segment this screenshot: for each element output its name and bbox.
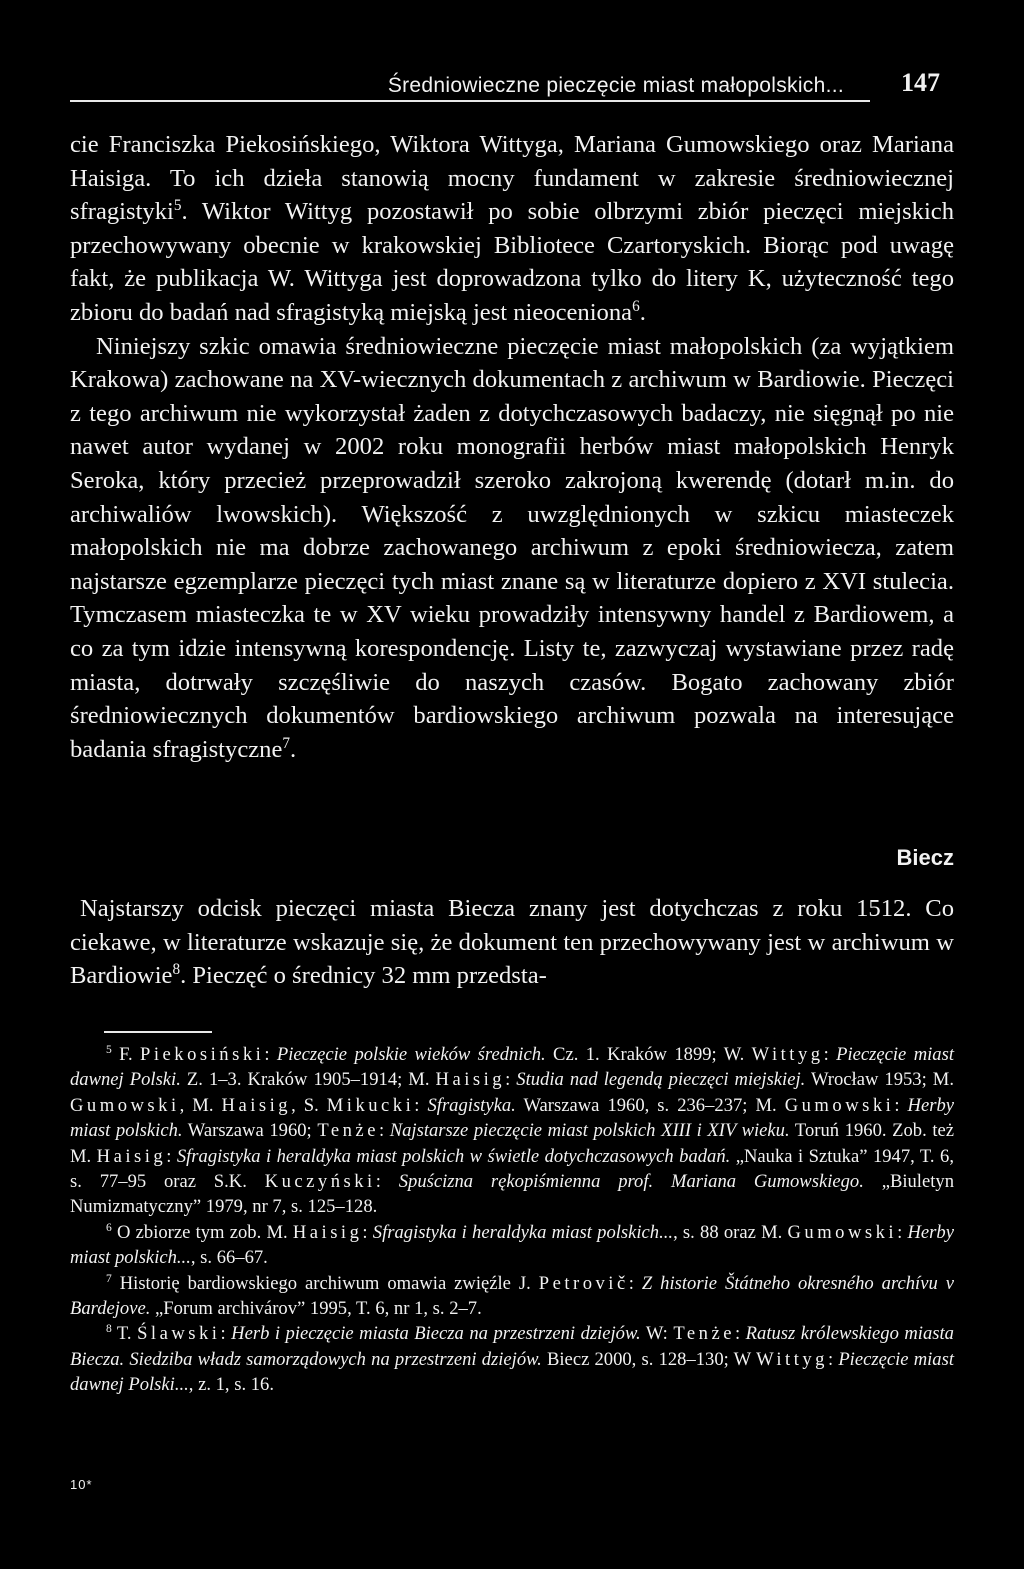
footnote-7: $^7$ Historię bardiowskiego archiwum omawia zwięźle J. Petrovič: Z historie Štátneho okresného archívu v Bardejove. „Forum archivárov” 1995, T. 6, nr 1, s. 2–7. bbox=[70, 1272, 954, 1320]
section-text bbox=[70, 892, 954, 993]
running-title: Średniowieczne pieczęcie miast małopolskich... bbox=[387, 74, 844, 97]
footnote-5: $^5$ F. Piekosiński: Pieczęcie polskie wieków średnich. Cz. 1. Kraków 1899; W. Wittyg: Pieczęcie miast dawnej Polski. Z. 1–3. Kraków 1905–1914; M. Haisig: Studia nad legendą pieczęci miejskiej. Wrocław 1953; M. Gumowski, M. Haisig, S. Mikucki: Sfragistyka. Warszawa 1960, s. 236–237; M. Gumowski: Herby miast polskich. Warszawa 1960; Tenże: Najstarsze pieczęcie miast polskich XIII i XIV wieku. Toruń 1960. Zob. też M. Haisig: Sfragistyka i heraldyka miast polskich w świetle dotychczasowych badań. „Nauka i Sztuka” 1947, T. 6, s. 77–95 oraz S.K. Kuczyński: Spuścizna rękopiśmienna prof. Mariana Gumowskiego. „Biuletyn Numizmatyczny” 1979, nr 7, s. 125–128. bbox=[70, 1043, 955, 1218]
footnote-ref-6: 6 bbox=[632, 297, 640, 315]
footnote-ref-5: 5 bbox=[173, 197, 182, 214]
footnote-ref-7: 7 bbox=[282, 734, 290, 752]
book-page bbox=[70, 0, 954, 1569]
header-rule bbox=[70, 100, 870, 102]
printer-signature-mark: 10* bbox=[70, 1477, 93, 1492]
paragraph-1: cie Franciszka Piekosińskiego, Wiktora Wittyga, Mariana Gumowskiego oraz Mariana Haisiga. To ich dzieła stanowią mocny fundament w zakresie średniowiecznej sfragistyki$^5$. Wiktor Wittyg pozostawił po sobie olbrzymi zbiór pieczęci miejskich przechowywany obecnie w krakowskiej Bibliotece Czartoryskich. Biorąc pod uwagę fakt, że publikacja W. Wittyga jest doprowadzona tylko do litery K, użyteczność tego zbioru do badań nad sfragistyką miejską jest nieoceniona$^6$. bbox=[70, 131, 954, 326]
footnote-rule bbox=[104, 1031, 212, 1033]
footnote-6: $^6$ O zbiorze tym zob. M. Haisig: Sfragistyka i heraldyka miast polskich..., s. 88 oraz M. Gumowski: Herby miast polskich..., s. 66–67. bbox=[70, 1221, 954, 1269]
page-number: 147 bbox=[901, 68, 940, 97]
footnote-ref-8: 8 bbox=[172, 961, 181, 978]
main-text bbox=[70, 128, 954, 766]
footnotes bbox=[70, 1042, 954, 1398]
paragraph-3: Najstarszy odcisk pieczęci miasta Biecza znany jest dotychczas z roku 1512. Co ciekawe, w literaturze wskazuje się, że dokument ten przechowywany jest w archiwum w Bardiowie$^8$. Pieczęć o średnicy 32 mm przedsta- bbox=[70, 895, 954, 990]
footnote-8: $^8$ T. Ślawski: Herb i pieczęcie miasta Biecza na przestrzeni dziejów. W: Tenże: Ratusz królewskiego miasta Biecza. Siedziba władz samorządowych na przestrzeni dziejów. Biecz 2000, s. 128–130; W Wittyg: Pieczęcie miast dawnej Polski..., z. 1, s. 16. bbox=[70, 1323, 954, 1396]
section-heading-biecz: Biecz bbox=[896, 845, 954, 870]
paragraph-2: Niniejszy szkic omawia średniowieczne pieczęcie miast małopolskich (za wyjątkiem Krakowa) zachowane na XV-wiecznych dokumentach z archiwum w Bardiowie. Pieczęci z tego archiwum nie wykorzystał żaden z dotychczasowych badaczy, nie sięgnął po nie nawet autor wydanej w 2002 roku monografii herbów miast małopolskich Henryk Seroka, który przecież przeprowadził szeroko zakrojoną kwerendę (dotarł m.in. do archiwaliów lwowskich). Większość z uwzględnionych w szkicu miasteczek małopolskich nie ma dobrze zachowanego archiwum z epoki średniowiecza, zatem najstarsze egzemplarze pieczęci tych miast znane są w literaturze dopiero z XVI stulecia. Tymczasem miasteczka te w XV wieku prowadziły intensywny handel z Bardiowem, a co za tym idzie intensywną korespondencję. Listy te, zazwyczaj wystawiane przez radę miasta, dotrwały szczęśliwie do naszych czasów. Bogato zachowany zbiór średniowiecznych dokumentów bardiowskiego archiwum pozwala na interesujące badania sfragistyczne$^7$. bbox=[70, 332, 954, 763]
